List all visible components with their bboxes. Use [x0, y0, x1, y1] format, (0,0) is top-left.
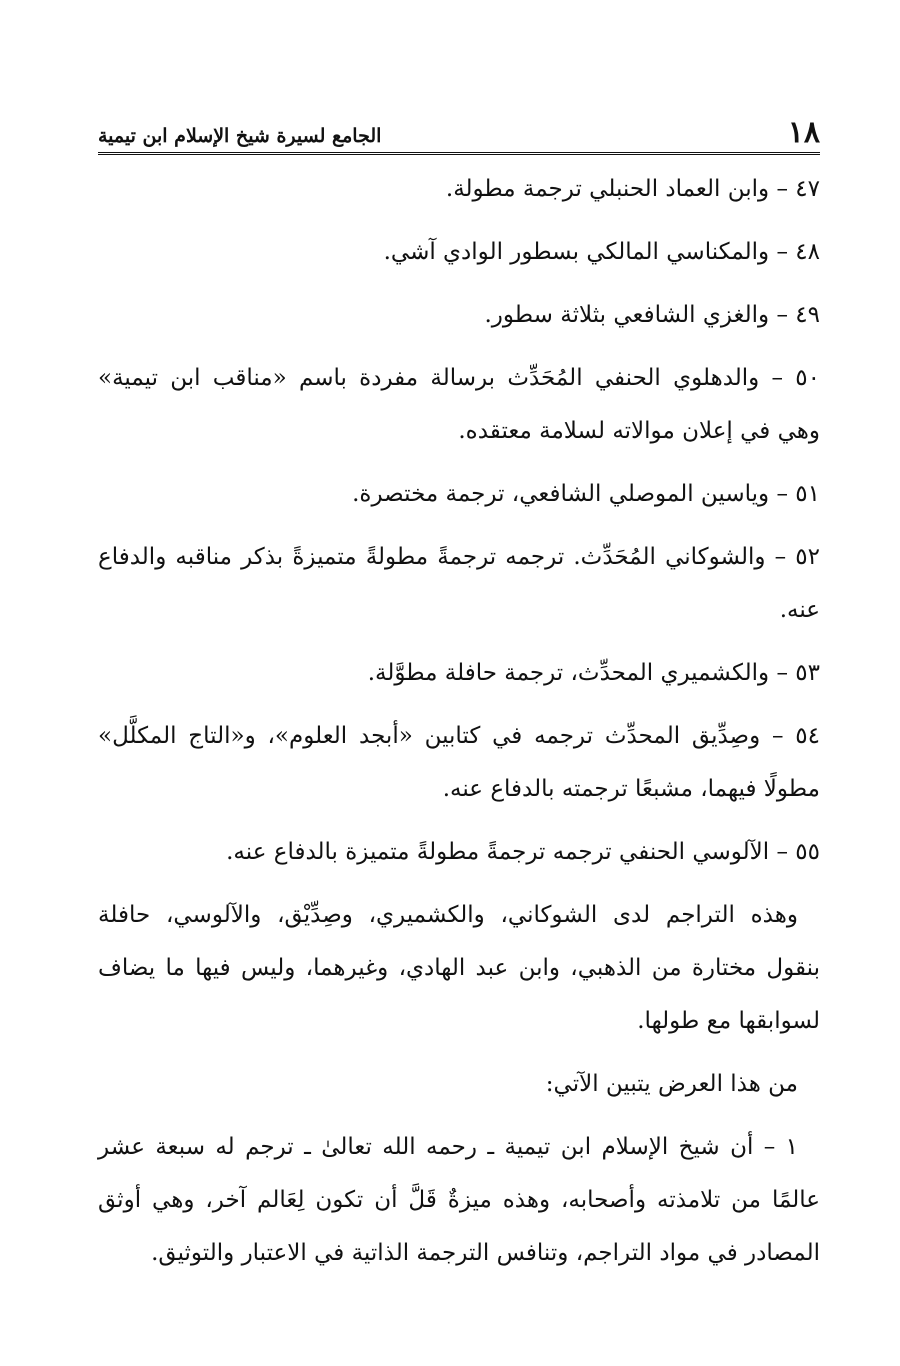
summary-paragraph: وهذه التراجم لدى الشوكاني، والكشميري، وصِدِّيْق، والآلوسي، حافلة بنقول مختارة من الذهبي، وابن عبد الهادي، وغيرهما، وليس فيها ما يضاف لسوابقها مع طولها.	[98, 902, 820, 1034]
list-item-53: ٥٣ – والكشميري المحدِّث، ترجمة حافلة مطوَّلة.	[367, 660, 820, 686]
conclusion-point-1: ١ – أن شيخ الإسلام ابن تيمية ـ رحمه الله تعالىٰ ـ ترجم له سبعة عشر عالمًا من تلامذته وأصحابه، وهذه ميزةٌ قَلَّ أن تكون لِعَالم آخر، وهي أوثق المصادر في مواد التراجم، وتنافس الترجمة الذاتية في الاعتبار والتوثيق.	[98, 1134, 820, 1266]
list-item-50: ٥٠ – والدهلوي الحنفي المُحَدِّث برسالة مفردة باسم «مناقب ابن تيمية» وهي في إعلان موالاته لسلامة معتقده.	[98, 365, 820, 444]
list-item-49: ٤٩ – والغزي الشافعي بثلاثة سطور.	[484, 302, 820, 328]
list-item-52: ٥٢ – والشوكاني المُحَدِّث. ترجمه ترجمةً مطولةً متميزةً بذكر مناقبه والدفاع عنه.	[98, 544, 820, 623]
page-body	[98, 163, 820, 1280]
page-header	[98, 112, 820, 155]
list-item-48: ٤٨ – والمكناسي المالكي بسطور الوادي آشي.	[383, 239, 820, 265]
list-item-55: ٥٥ – الآلوسي الحنفي ترجمه ترجمةً مطولةً متميزة بالدفاع عنه.	[226, 839, 820, 865]
list-item-47: ٤٧ – وابن العماد الحنبلي ترجمة مطولة.	[445, 176, 820, 202]
page-number: ١٨	[787, 115, 820, 150]
conclusion-intro: من هذا العرض يتبين الآتي:	[545, 1071, 798, 1097]
list-item-54: ٥٤ – وصِدِّيق المحدِّث ترجمه في كتابين «أبجد العلوم»، و«التاج المكلَّل» مطولًا فيهما، مشبعًا ترجمته بالدفاع عنه.	[98, 723, 820, 802]
running-title: الجامع لسيرة شيخ الإسلام ابن تيمية	[98, 125, 382, 147]
list-item-51: ٥١ – وياسين الموصلي الشافعي، ترجمة مختصرة.	[352, 481, 820, 507]
